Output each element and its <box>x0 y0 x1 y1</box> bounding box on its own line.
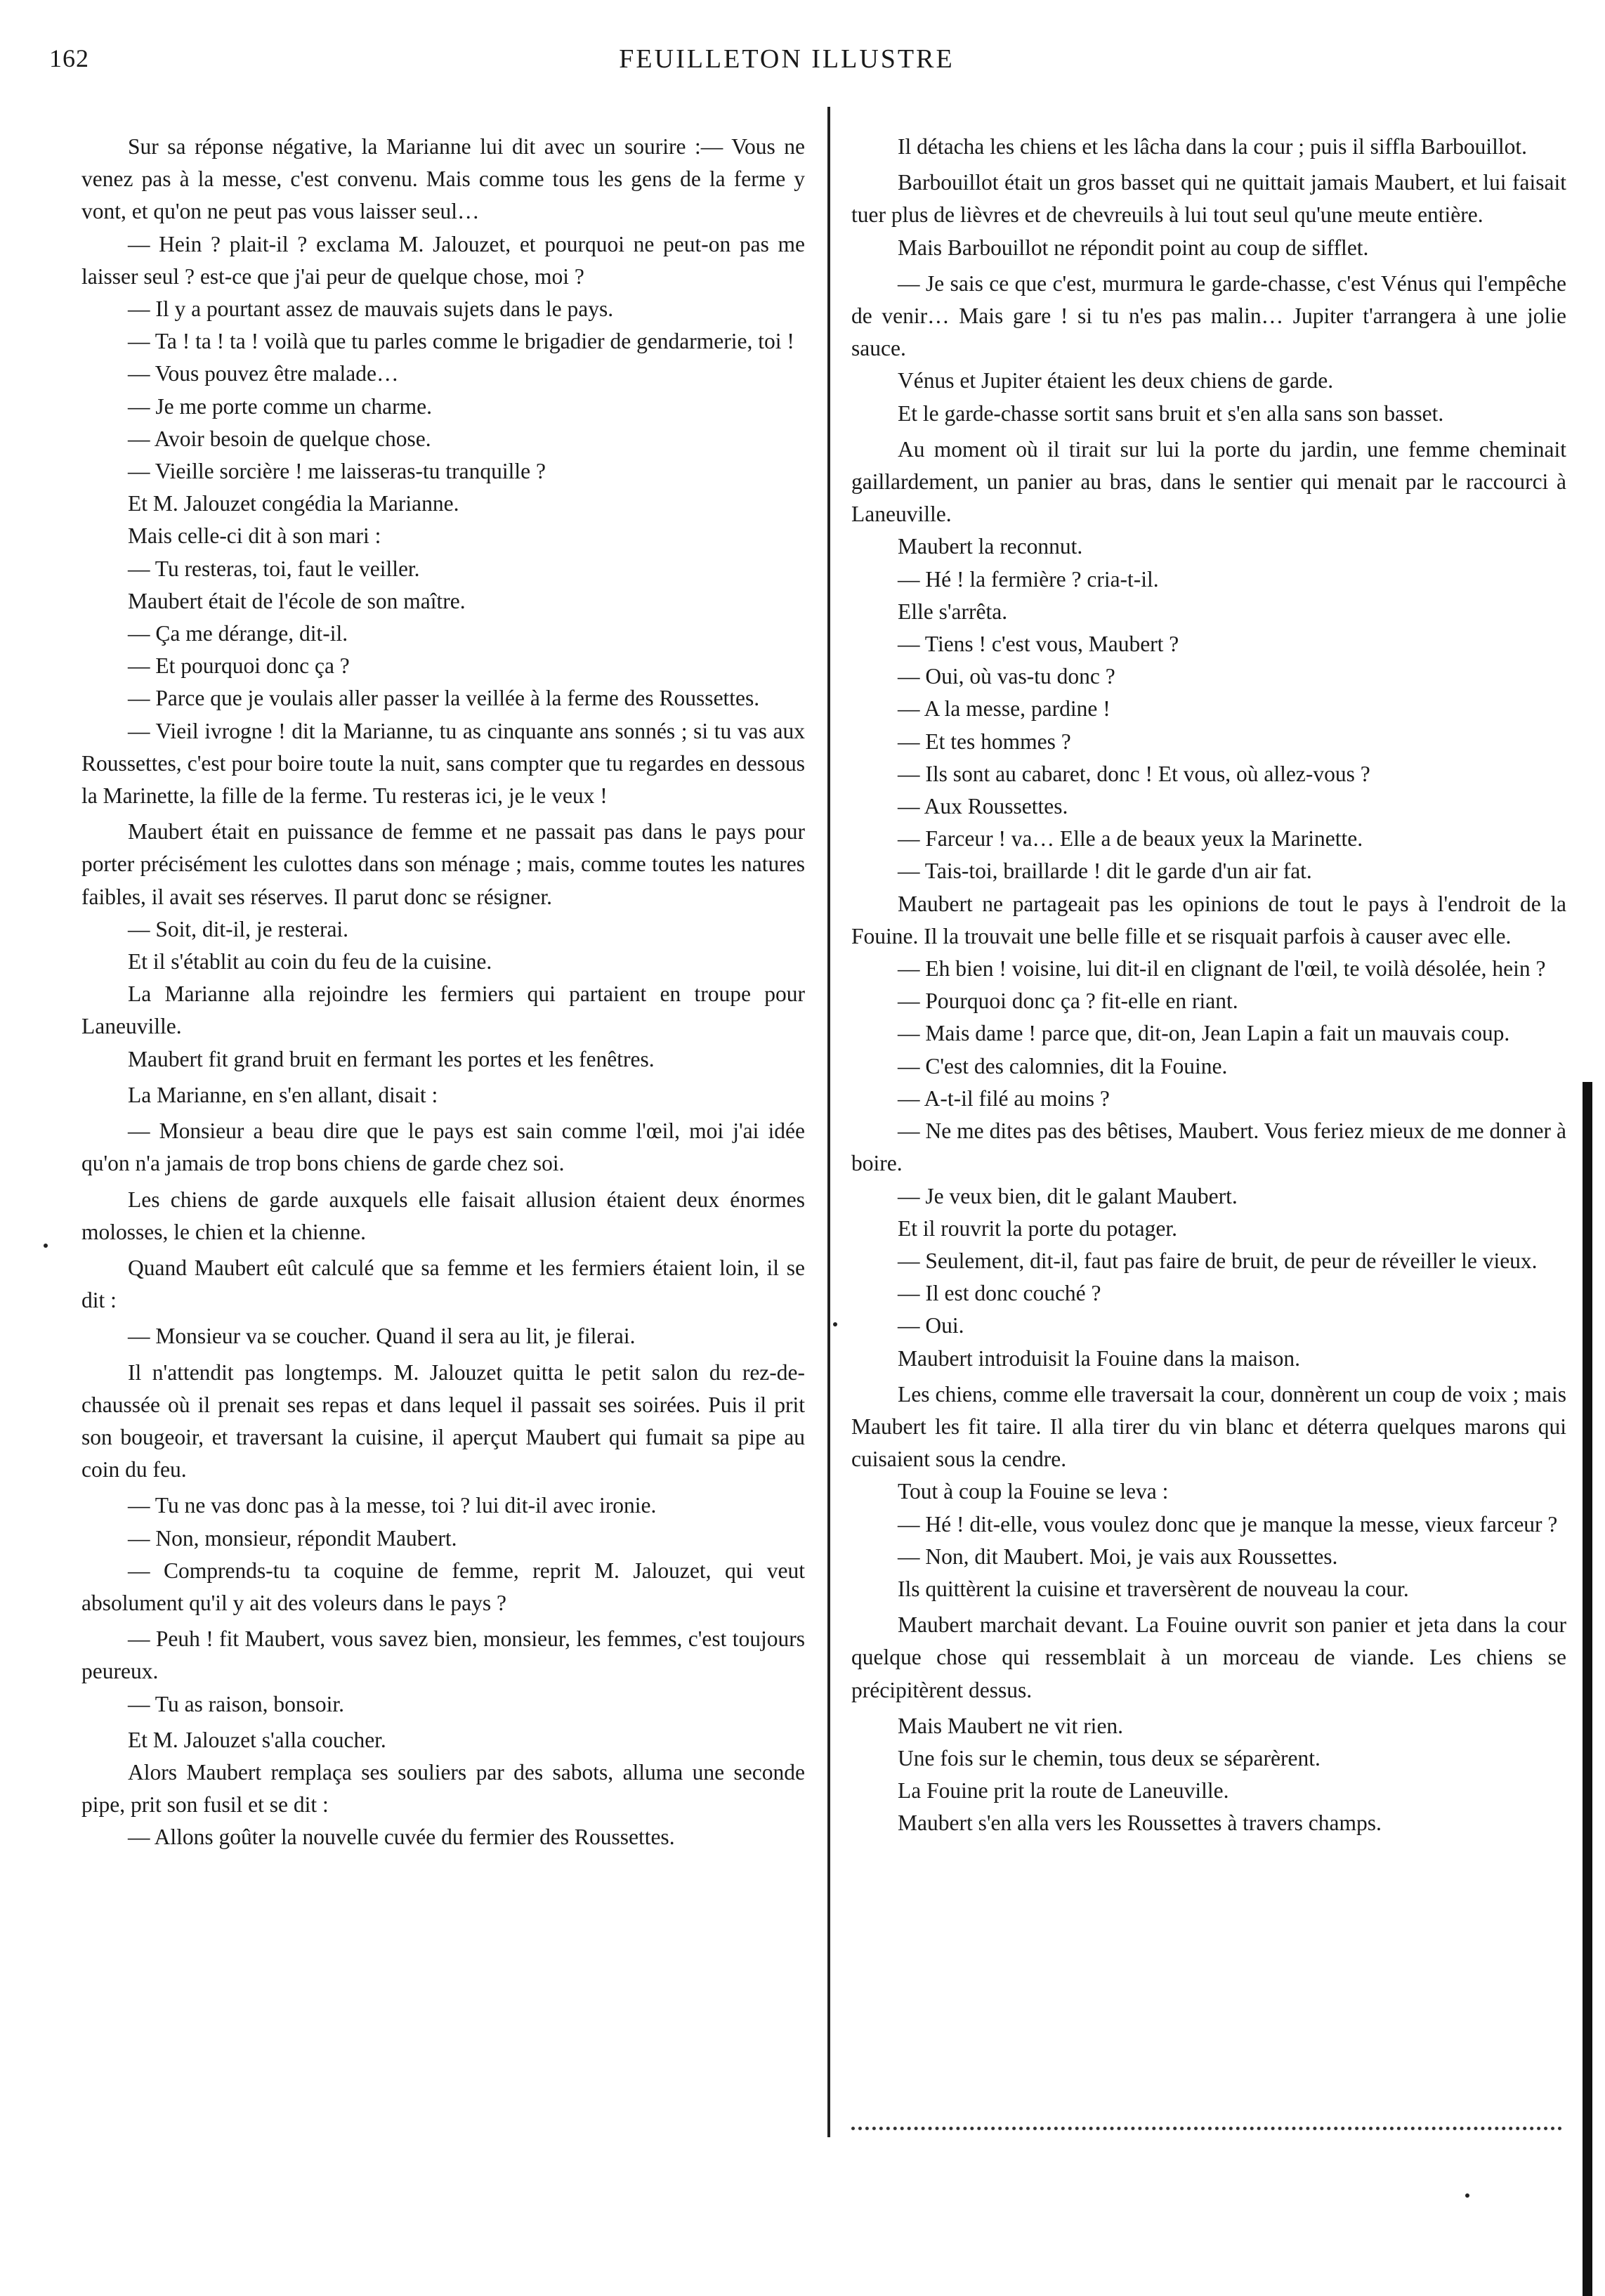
paragraph: — Allons goûter la nouvelle cuvée du fermier des Roussettes. <box>128 1825 675 1850</box>
paragraph: — Hé ! la fermière ? cria-t-il. <box>898 566 1159 592</box>
paragraph: Ils quittèrent la cuisine et traversèrent de nouveau la cour. <box>898 1576 1409 1601</box>
paragraph: — Mais dame ! parce que, dit-on, Jean Lapin a fait un mauvais coup. <box>898 1021 1510 1046</box>
paragraph: Et M. Jalouzet congédia la Marianne. <box>128 491 459 516</box>
paragraph: La Marianne, en s'en allant, disait : <box>128 1082 438 1107</box>
paragraph: — Je me porte comme un charme. <box>128 393 432 419</box>
paragraph: — Et pourquoi donc ça ? <box>128 653 350 679</box>
paragraph: — Tu resteras, toi, faut le veiller. <box>128 556 420 581</box>
paragraph: Maubert était de l'école de son maître. <box>128 588 466 613</box>
paragraph: Mais Barbouillot ne répondit point au coup de sifflet. <box>898 235 1369 260</box>
page-header <box>49 44 1524 93</box>
paragraph: — Oui. <box>898 1313 964 1338</box>
paragraph: — Hé ! dit-elle, vous voulez donc que je manque la messe, vieux farceur ? <box>898 1511 1558 1537</box>
paragraph: — Tais-toi, braillarde ! dit le garde d'un air fat. <box>898 859 1312 884</box>
paragraph: Au moment où il tirait sur lui la porte du jardin, une femme cheminait gaillardement, un panier au bras, dans le sentier qui menait par le raccourci à Laneuville. <box>851 436 1566 527</box>
paragraph: — Soit, dit-il, je resterai. <box>128 916 349 941</box>
paragraph: — Parce que je voulais aller passer la veillée à la ferme des Roussettes. <box>128 686 760 711</box>
right-text-column <box>851 131 1566 1840</box>
paragraph: Tout à coup la Fouine se leva : <box>898 1479 1169 1504</box>
paragraph: — Tu ne vas donc pas à la messe, toi ? lui dit-il avec ironie. <box>128 1493 657 1518</box>
paragraph: Mais Maubert ne vit rien. <box>898 1713 1124 1738</box>
paragraph: Maubert ne partageait pas les opinions de tout le pays à l'endroit de la Fouine. Il la trouvait une belle fille et se risquait parfois à causer avec elle. <box>851 891 1566 948</box>
paragraph: Quand Maubert eût calculé que sa femme et les fermiers étaient loin, il se dit : <box>81 1255 805 1313</box>
paragraph: — Avoir besoin de quelque chose. <box>128 426 431 451</box>
paragraph: — Non, dit Maubert. Moi, je vais aux Roussettes. <box>898 1544 1338 1569</box>
paragraph: — Oui, où vas-tu donc ? <box>898 664 1115 689</box>
paragraph: La Marianne alla rejoindre les fermiers qui partaient en troupe pour Laneuville. <box>81 981 805 1039</box>
paragraph: Il détacha les chiens et les lâcha dans la cour ; puis il siffla Barbouillot. <box>898 134 1528 159</box>
paragraph: — Peuh ! fit Maubert, vous savez bien, monsieur, les femmes, c'est toujours peureux. <box>81 1626 805 1684</box>
paragraph: — Tiens ! c'est vous, Maubert ? <box>898 632 1179 657</box>
paragraph: — Il est donc couché ? <box>898 1281 1101 1306</box>
paragraph: Et M. Jalouzet s'alla coucher. <box>128 1727 386 1752</box>
paragraph: — C'est des calomnies, dit la Fouine. <box>898 1053 1228 1078</box>
paragraph: Sur sa réponse négative, la Marianne lui dit avec un sourire :— Vous ne venez pas à la messe, c'est convenu. Mais comme tous les gens de la ferme y vont, et qu'on ne peut pas vous laisser seul… <box>81 134 805 224</box>
left-text-column <box>81 131 805 1854</box>
paragraph: Les chiens, comme elle traversait la cour, donnèrent un coup de voix ; mais Maubert les fit taire. Il alla tirer du vin blanc et déterra quelques marons qui cuisaient sous la cendre. <box>851 1381 1566 1472</box>
column-divider <box>827 107 830 2137</box>
paragraph: Les chiens de garde auxquels elle faisait allusion étaient deux énormes molosses, le chien et la chienne. <box>81 1187 805 1244</box>
paragraph: — A la messe, pardine ! <box>898 696 1111 722</box>
paragraph: Maubert marchait devant. La Fouine ouvrit son panier et jeta dans la cour quelque chose qui ressemblait à un morceau de viande. Les chiens se précipitèrent dessus. <box>851 1612 1566 1702</box>
paragraph: Maubert était en puissance de femme et ne passait pas dans le pays pour porter précisément les culottes dans son ménage ; mais, comme toutes les natures faibles, il avait ses réserves. Il parut donc se résigner. <box>81 819 805 909</box>
print-speck <box>44 1244 48 1248</box>
paragraph: La Fouine prit la route de Laneuville. <box>898 1778 1229 1803</box>
paragraph: — Ils sont au cabaret, donc ! Et vous, où allez-vous ? <box>898 761 1370 786</box>
paragraph: — Vous pouvez être malade… <box>128 361 399 386</box>
paragraph: Maubert introduisit la Fouine dans la maison. <box>898 1345 1301 1371</box>
paragraph: Et il s'établit au coin du feu de la cuisine. <box>128 949 492 974</box>
paragraph: Barbouillot était un gros basset qui ne quittait jamais Maubert, et lui faisait tuer plus de lièvres et de chevreuils à lui tout seul qu'une meute entière. <box>851 170 1566 228</box>
paragraph: — Aux Roussettes. <box>898 794 1068 819</box>
paragraph: — Eh bien ! voisine, lui dit-il en clignant de l'œil, te voilà désolée, hein ? <box>898 956 1546 981</box>
paragraph: — Pourquoi donc ça ? fit-elle en riant. <box>898 989 1238 1014</box>
paragraph: Et il rouvrit la porte du potager. <box>898 1215 1178 1241</box>
paragraph: — Seulement, dit-il, faut pas faire de bruit, de peur de réveiller le vieux. <box>898 1248 1538 1273</box>
paragraph: — Je veux bien, dit le galant Maubert. <box>898 1183 1238 1208</box>
print-speck <box>833 1322 837 1326</box>
paragraph: — Ta ! ta ! ta ! voilà que tu parles comme le brigadier de gendarmerie, toi ! <box>128 329 794 354</box>
paragraph: — Il y a pourtant assez de mauvais sujets dans le pays. <box>128 296 614 322</box>
paragraph: — A-t-il filé au moins ? <box>898 1085 1110 1111</box>
paragraph: — Vieille sorcière ! me laisseras-tu tranquille ? <box>128 459 546 484</box>
paragraph: — Je sais ce que c'est, murmura le garde-chasse, c'est Vénus qui l'empêche de venir… Mais gare ! si tu n'es pas malin… Jupiter t'arrangera à une jolie sauce. <box>851 270 1566 361</box>
paragraph: — Ça me dérange, dit-il. <box>128 621 348 646</box>
paragraph: — Hein ? plait-il ? exclama M. Jalouzet, et pourquoi ne peut-on pas me laisser seul ? est-ce que j'ai peur de quelque chose, moi ? <box>81 231 805 289</box>
paragraph: Maubert fit grand bruit en fermant les portes et les fenêtres. <box>128 1046 655 1071</box>
paragraph: — Farceur ! va… Elle a de beaux yeux la Marinette. <box>898 826 1363 852</box>
paragraph: — Et tes hommes ? <box>898 729 1071 754</box>
paragraph: Mais celle-ci dit à son mari : <box>128 523 381 549</box>
page-number: 162 <box>49 44 89 72</box>
paragraph: Maubert la reconnut. <box>898 534 1083 559</box>
paragraph: Une fois sur le chemin, tous deux se séparèrent. <box>898 1745 1321 1770</box>
paragraph: Alors Maubert remplaça ses souliers par des sabots, alluma une seconde pipe, prit son fusil et se dit : <box>81 1759 805 1818</box>
paragraph: — Monsieur va se coucher. Quand il sera au lit, je filerai. <box>128 1324 636 1349</box>
paragraph: — Comprends-tu ta coquine de femme, reprit M. Jalouzet, qui veut absolument qu'il y ait des voleurs dans le pays ? <box>81 1558 805 1615</box>
print-speck <box>1465 2193 1469 2198</box>
paragraph: Elle s'arrêta. <box>898 599 1008 624</box>
paragraph: — Monsieur a beau dire que le pays est sain comme l'œil, moi j'ai idée qu'on n'a jamais de trop bons chiens de garde chez soi. <box>81 1118 805 1176</box>
paragraph: Et le garde-chasse sortit sans bruit et s'en alla sans son basset. <box>898 400 1444 426</box>
paragraph: — Vieil ivrogne ! dit la Marianne, tu as cinquante ans sonnés ; si tu vas aux Roussettes, c'est pour boire toute la nuit, sans compter que tu regardes en dessous la Marinette, la fille de la ferme. Tu resteras ici, je le veux ! <box>81 718 805 809</box>
paragraph: Il n'attendit pas longtemps. M. Jalouzet quitta le petit salon du rez-de-chaussée où il prenait ses repas et dans lequel il passait ses soirées. Puis il prit son bougeoir, et traversant la cuisine, il aperçut Maubert qui fumait sa pipe au coin du feu. <box>81 1359 805 1482</box>
end-dotted-rule <box>851 2127 1562 2130</box>
paragraph: Vénus et Jupiter étaient les deux chiens de garde. <box>898 368 1334 393</box>
paragraph: Maubert s'en alla vers les Roussettes à travers champs. <box>898 1811 1382 1836</box>
running-title: FEUILLETON ILLUSTRE <box>619 44 955 74</box>
page-edge-shadow <box>1583 1082 1592 2296</box>
paragraph: — Ne me dites pas des bêtises, Maubert. Vous feriez mieux de me donner à boire. <box>851 1118 1566 1176</box>
paragraph: — Tu as raison, bonsoir. <box>128 1691 345 1716</box>
paragraph: — Non, monsieur, répondit Maubert. <box>128 1525 457 1551</box>
